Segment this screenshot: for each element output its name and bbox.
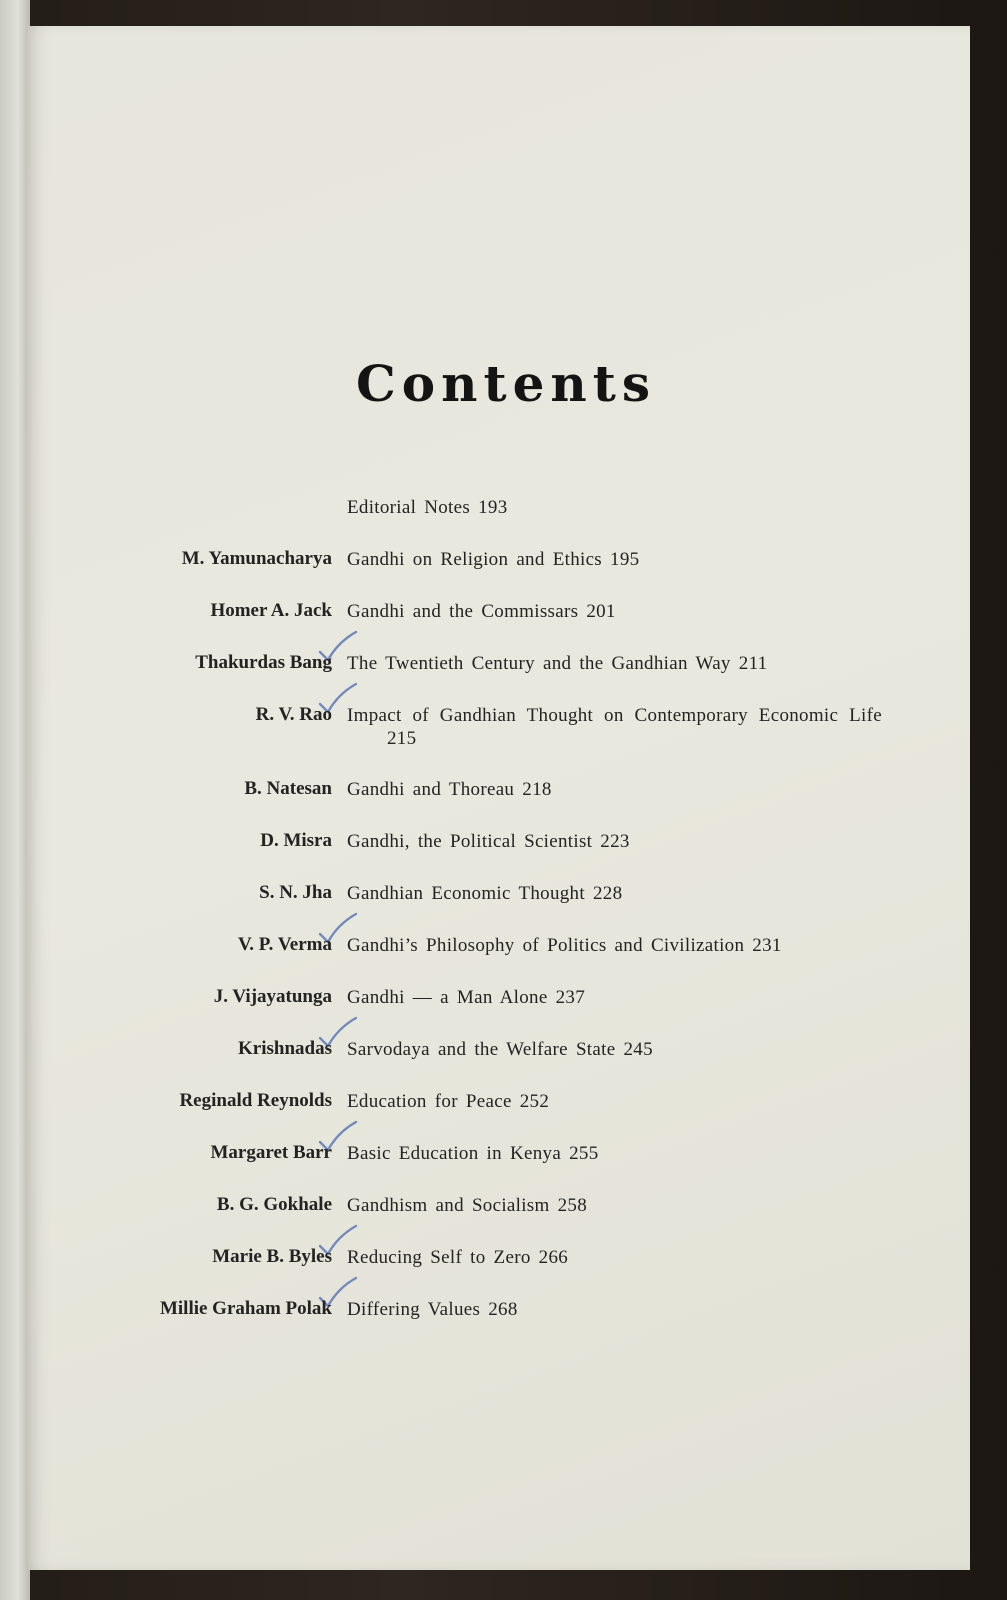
toc-article-title: Gandhi and the Commissars 201: [347, 601, 616, 622]
toc-article-title: The Twentieth Century and the Gandhian Way 211: [347, 653, 768, 674]
toc-article-title: Gandhian Economic Thought 228: [347, 883, 623, 904]
toc-author: V. P. Verma: [238, 934, 332, 955]
toc-article-title: Gandhi — a Man Alone 237: [347, 987, 586, 1008]
toc-author: M. Yamunacharya: [181, 548, 332, 569]
toc-article-title: Differing Values 268: [347, 1299, 518, 1320]
toc-author: Margaret Barr: [210, 1142, 332, 1163]
toc-article-title: Gandhi and Thoreau 218: [347, 779, 552, 800]
toc-author: Millie Graham Polak: [159, 1298, 332, 1319]
page-title: Contents: [355, 354, 656, 413]
toc-author: Reginald Reynolds: [179, 1090, 332, 1111]
toc-author: Thakurdas Bang: [195, 652, 332, 673]
toc-author: S. N. Jha: [259, 882, 332, 903]
toc-article-title: Sarvodaya and the Welfare State 245: [347, 1039, 653, 1060]
toc-author: Homer A. Jack: [210, 600, 332, 621]
contents-page: [26, 26, 970, 1570]
toc-article-title: Gandhi’s Philosophy of Politics and Civilization 231: [347, 935, 782, 956]
toc-article-title: Basic Education in Kenya 255: [347, 1143, 599, 1164]
toc-author: R. V. Rao: [255, 704, 332, 725]
toc-article-title: Reducing Self to Zero 266: [347, 1247, 569, 1268]
toc-author: Krishnadas: [238, 1038, 332, 1059]
toc-article-title: Gandhi on Religion and Ethics 195: [347, 549, 640, 570]
toc-author: B. G. Gokhale: [216, 1194, 332, 1215]
toc-author: J. Vijayatunga: [213, 986, 332, 1007]
toc-article-title: Education for Peace 252: [347, 1091, 550, 1112]
toc-author: B. Natesan: [244, 778, 332, 799]
toc-article-title: Gandhism and Socialism 258: [347, 1195, 588, 1216]
toc-author: D. Misra: [260, 830, 332, 851]
toc-author: Marie B. Byles: [212, 1246, 332, 1267]
toc-article-title: Gandhi, the Political Scientist 223: [347, 831, 630, 852]
toc-article-title: Editorial Notes 193: [347, 497, 508, 518]
toc-article-title: Impact of Gandhian Thought on Contemporary Economic Life 215: [347, 705, 882, 749]
